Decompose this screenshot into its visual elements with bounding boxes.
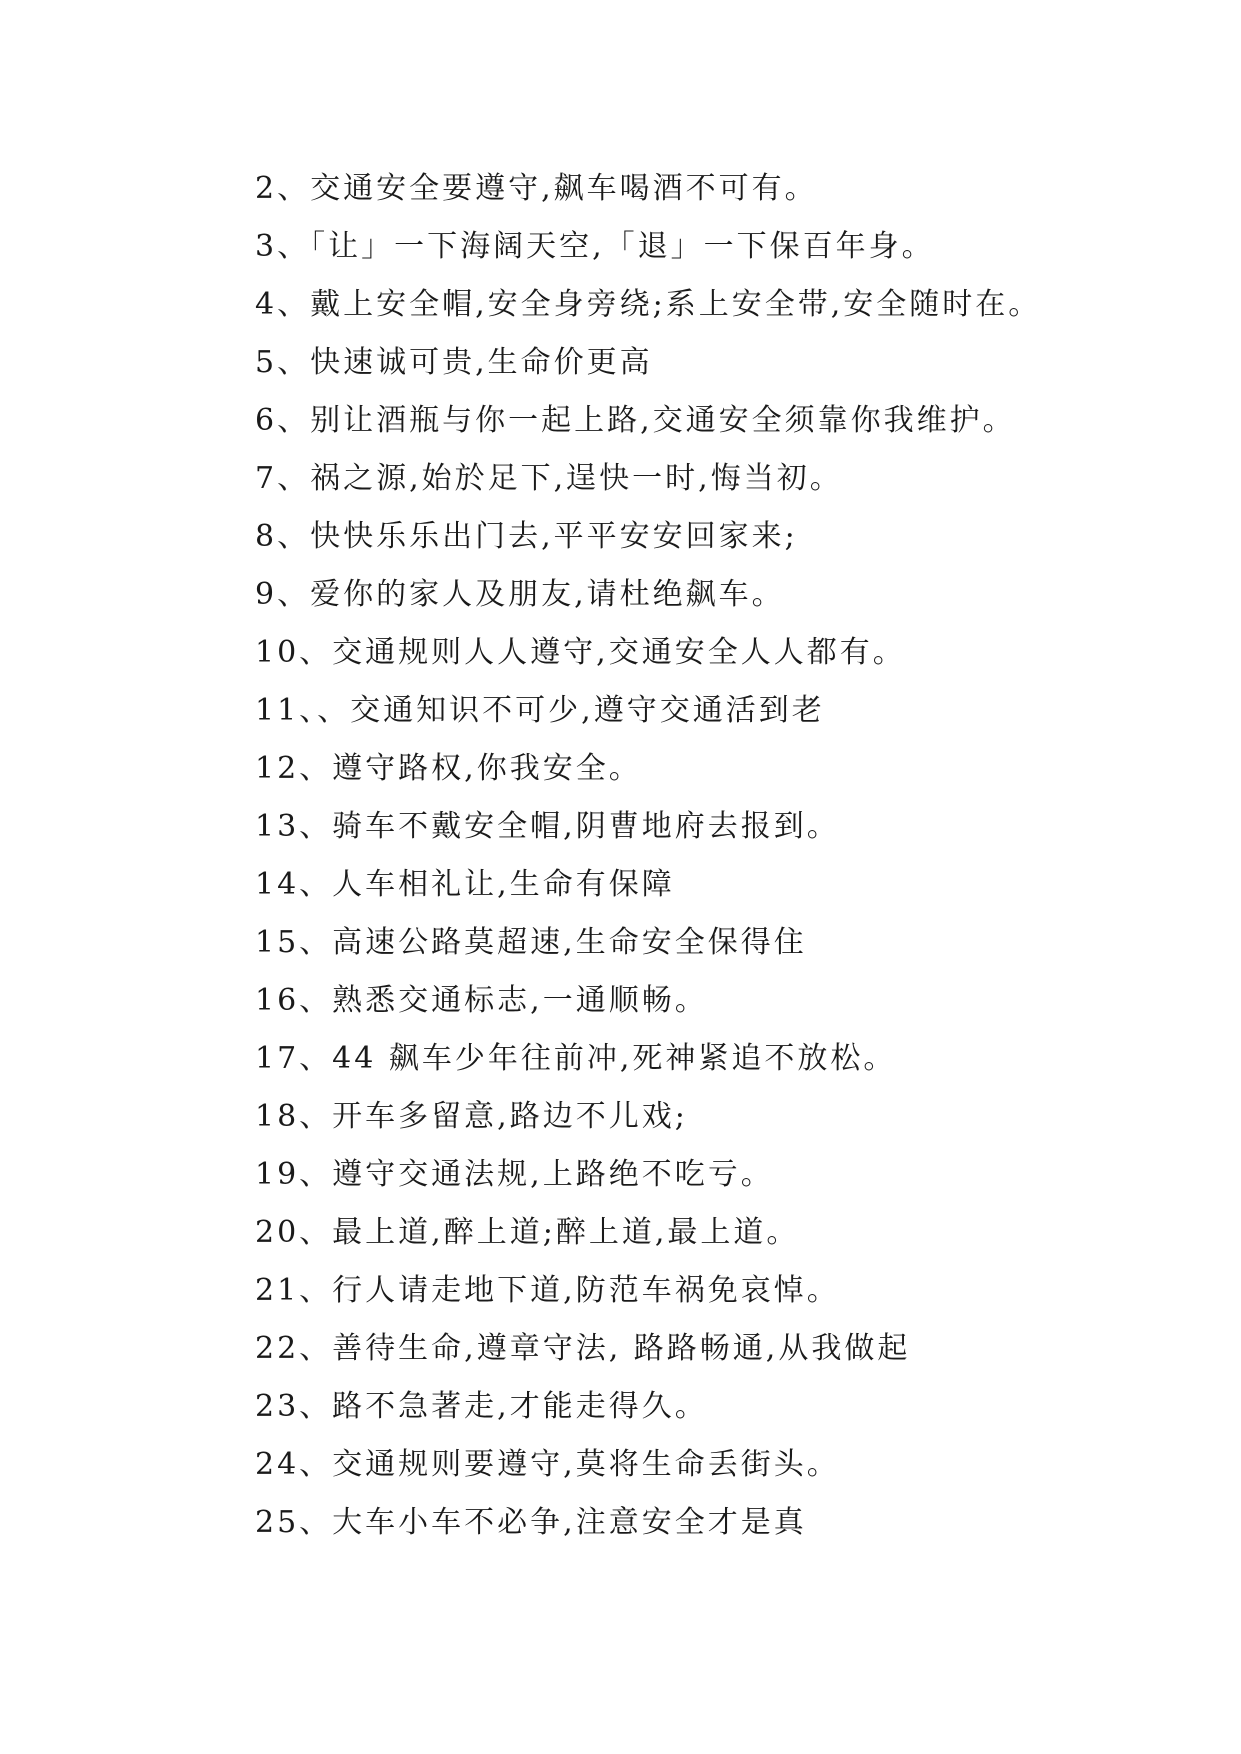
list-item: 6、别让酒瓶与你一起上路,交通安全须靠你我维护。: [255, 403, 1016, 438]
list-item: 13、骑车不戴安全帽,阴曹地府去报到。: [255, 809, 840, 844]
list-item: 3、「让」一下海阔天空,「退」一下保百年身。: [255, 229, 935, 264]
list-item: 17、44 飙车少年往前冲,死神紧追不放松。: [255, 1041, 897, 1076]
list-item: 23、路不急著走,才能走得久。: [255, 1389, 708, 1424]
list-item: 18、开车多留意,路边不儿戏;: [255, 1099, 688, 1134]
list-item: 7、祸之源,始於足下,逞快一时,悔当初。: [255, 461, 843, 496]
list-item: 2、交通安全要遵守,飙车喝酒不可有。: [255, 171, 818, 206]
list-item: 5、快速诚可贵,生命价更高: [255, 345, 653, 380]
list-item: 4、戴上安全帽,安全身旁绕;系上安全带,安全随时在。: [255, 287, 1042, 322]
list-item: 22、善待生命,遵章守法, 路路畅通,从我做起: [255, 1331, 911, 1366]
list-item: 15、高速公路莫超速,生命安全保得住: [255, 925, 807, 960]
list-item: 25、大车小车不必争,注意安全才是真: [255, 1505, 807, 1540]
list-item: 11、、交通知识不可少,遵守交通活到老: [255, 693, 825, 728]
slogan-list: [255, 160, 1155, 1552]
list-item: 21、行人请走地下道,防范车祸免哀悼。: [255, 1273, 840, 1308]
list-item: 20、最上道,醉上道;醉上道,最上道。: [255, 1215, 800, 1250]
list-item: 10、交通规则人人遵守,交通安全人人都有。: [255, 635, 906, 670]
list-item: 9、爱你的家人及朋友,请杜绝飙车。: [255, 577, 785, 612]
list-item: 16、熟悉交通标志,一通顺畅。: [255, 983, 708, 1018]
list-item: 14、人车相礼让,生命有保障: [255, 867, 675, 902]
list-item: 8、快快乐乐出门去,平平安安回家来;: [255, 519, 798, 554]
list-item: 24、交通规则要遵守,莫将生命丢街头。: [255, 1447, 840, 1482]
list-item: 19、遵守交通法规,上路绝不吃亏。: [255, 1157, 774, 1192]
list-item: 12、遵守路权,你我安全。: [255, 751, 642, 786]
